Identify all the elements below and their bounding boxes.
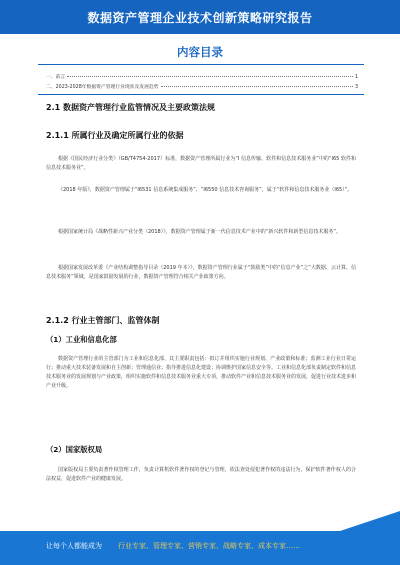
- toc-top-rule: [38, 64, 364, 65]
- toc-title: 内容目录: [177, 45, 223, 59]
- report-header-bar: [0, 0, 400, 34]
- toc-entry-page: 3: [354, 85, 358, 90]
- toc-entry-1[interactable]: [46, 73, 358, 80]
- paragraph-strategic-industry: 根据国家统计局《战略性新兴产业分类（2018）》，数据资产管理属于新一代信息技术产业中的“新兴软件和新型信息技术服务”。: [58, 229, 341, 235]
- toc-leader-dots: [67, 76, 353, 77]
- subsection-miit-heading: （1）工业和信息化部: [46, 335, 117, 344]
- footer-slogan-lead: 让每个人都能成为: [46, 542, 102, 550]
- report-title: 数据资产管理企业技术创新策略研究报告: [87, 11, 313, 25]
- footer-slogan-roles: 行业专家、管理专家、营销专家、战略专家、成本专家……: [118, 542, 300, 550]
- toc-bottom-rule: [38, 94, 364, 95]
- footer-slant-decoration: [340, 511, 400, 531]
- toc-entry-label: 二、2023-2028年数据资产管理行业现状及发展趋势: [46, 85, 159, 90]
- toc-leader-dots: [161, 86, 353, 87]
- section-2-1-1-heading: 2.1.1 所属行业及确定所属行业的依据: [46, 131, 184, 140]
- toc-entry-2[interactable]: [46, 83, 358, 90]
- section-2-1-2-heading: 2.1.2 行业主管部门、监管体制: [46, 316, 160, 325]
- toc-entry-label: 一、前言: [46, 75, 66, 80]
- toc-entry-page: 1: [354, 75, 358, 80]
- paragraph-industry-2018: 《2018 年版》，数据资产管理属于“I6531 信息系统集成服务”、“I6550 信息技术咨询服务”，属于“软件和信息技术服务业（I65）”。: [58, 187, 353, 193]
- paragraph-industry-classification: 根据《国民经济行业分类》（GB/T4754-2017）标准，数据资产管理所属行业为“I 信息传输、软件和信息技术服务业”中的“I65 软件和信息技术服务业”。: [46, 156, 356, 171]
- paragraph-miit: 数据资产管理行业的主管部门为工业和信息化部，其主要职责包括：拟订并组织实施行业规划、产业政策和标准；监测工业行业日常运行；推动重大技术装备发展和自主创新；管理通信业；指导推进信息化建设；协调维护国家信息安全等。工业和信息化部负责制定软件和信息技术服务业的发展规划与产业政策，组织实施软件和信息技术服务业重大专项，推动软件产业和信息技术服务业的发展，促进行业技术进步和产业升级。: [46, 356, 357, 389]
- subsection-copyright-heading: （2）国家版权局: [46, 445, 103, 454]
- paragraph-copyright: 国家版权局主要负责著作权管理工作，负责计算机软件著作权的登记与管理，依法查处侵犯著作权的违法行为，保护软件著作权人的合法权益，促进软件产业的健康发展。: [46, 467, 356, 482]
- section-2-1-heading: 2.1 数据资产管理行业监管情况及主要政策法规: [46, 103, 215, 112]
- paragraph-policy-catalog: 根据国家发展改革委《产业结构调整指导目录（2019 年本）》，数据资产管理行业属于“鼓励类”中的“信息产业”之“大数据、云计算、信息技术服务”领域，是国家鼓励发展的行业，数据资产管理符合相关产业政策方向。: [46, 265, 356, 280]
